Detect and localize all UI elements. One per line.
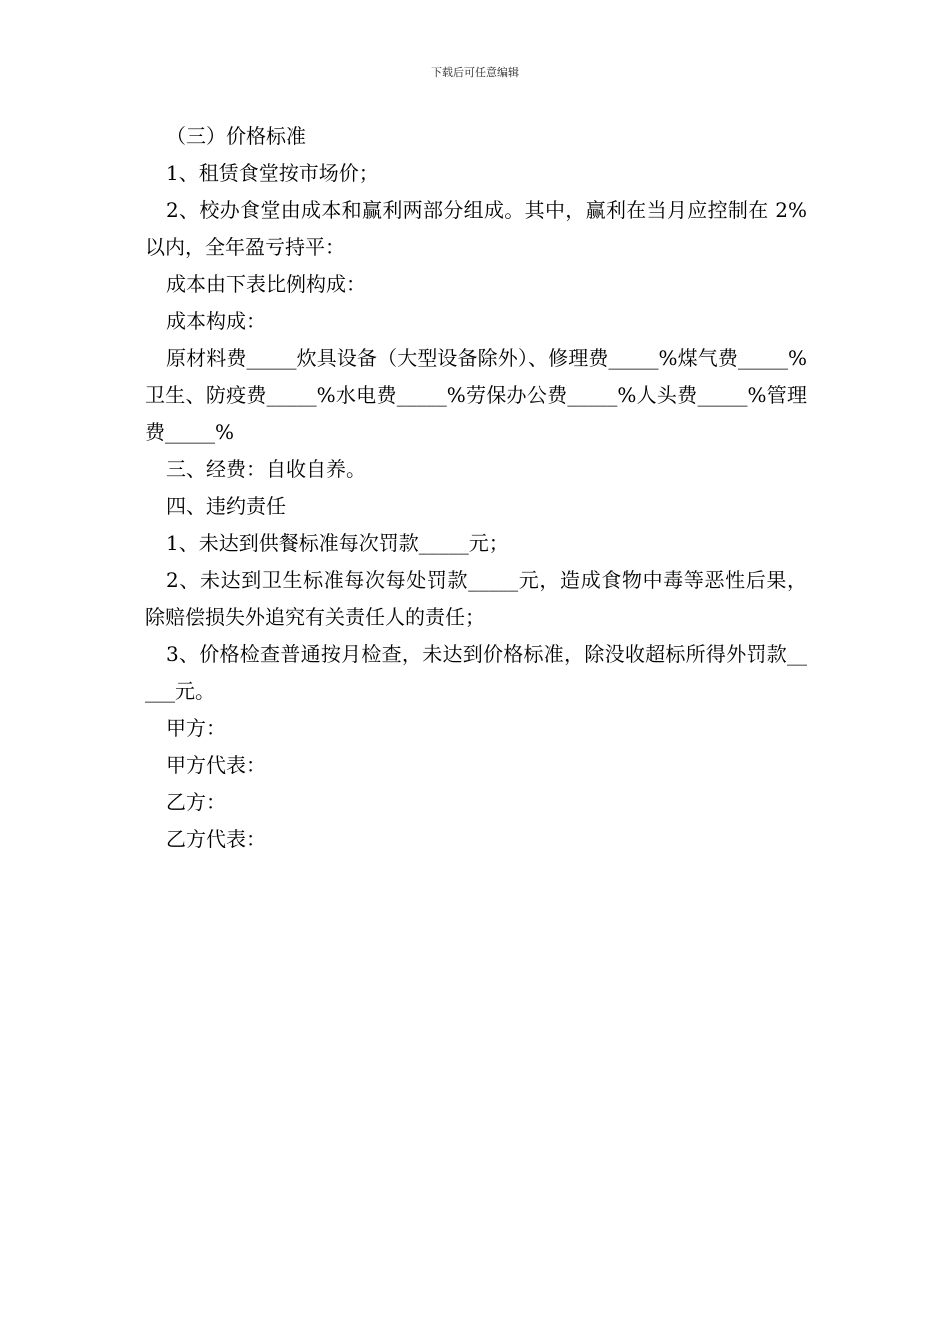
party-a-label: 甲方： — [166, 716, 226, 740]
clause-rental-canteen: 1、租赁食堂按市场价； — [166, 161, 379, 185]
party-b-label: 乙方： — [166, 790, 226, 814]
page-header-note: 下载后可任意编辑 — [431, 66, 519, 79]
clause-price-check-penalty: 3、价格检查普通按月检查，未达到价格标准，除没收超标所得外罚款_____元。 — [145, 642, 807, 703]
clause-meal-standard-penalty: 1、未达到供餐标准每次罚款_____元； — [166, 531, 509, 555]
section-title-liability: 四、违约责任 — [166, 494, 286, 518]
clause-school-canteen: 2、校办食堂由成本和赢利两部分组成。其中，赢利在当月应控制在 2%以内，全年盈亏持平： — [145, 198, 807, 259]
cost-composition-items: 原材料费_____炊具设备（大型设备除外）、修理费_____%煤气费_____%卫生、防疫费_____%水电费_____%劳保办公费_____%人头费_____%管理费_____% — [145, 346, 807, 444]
party-b-representative-label: 乙方代表： — [166, 827, 266, 851]
clause-hygiene-penalty: 2、未达到卫生标准每次每处罚款_____元，造成食物中毒等恶性后果，除赔偿损失外追究有关责任人的责任； — [145, 568, 807, 629]
section-funding: 三、经费：自收自养。 — [166, 457, 366, 481]
cost-composition-label: 成本构成： — [166, 309, 266, 333]
cost-ratio-intro: 成本由下表比例构成： — [166, 272, 366, 296]
document-body — [145, 118, 807, 858]
section-title-price-standard: （三）价格标准 — [166, 124, 306, 148]
party-a-representative-label: 甲方代表： — [166, 753, 266, 777]
